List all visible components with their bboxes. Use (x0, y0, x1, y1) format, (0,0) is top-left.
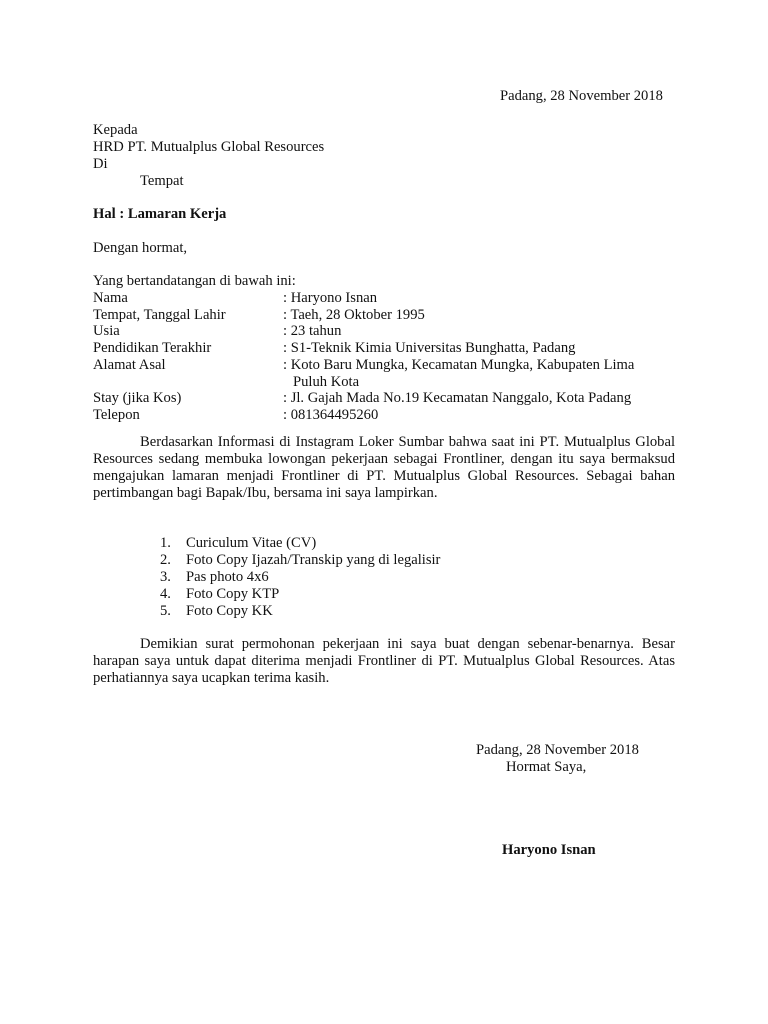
field-value: : Koto Baru Mungka, Kecamatan Mungka, Kabupaten Lima (283, 357, 635, 373)
greeting: Dengan hormat, (93, 240, 188, 256)
subject-line: Hal : Lamaran Kerja (93, 206, 227, 222)
field-label: Pendidikan Terakhir (93, 340, 212, 356)
field-row-alamat-asal (93, 357, 693, 374)
recipient-di: Di (93, 156, 108, 172)
field-row-nama (93, 290, 693, 307)
list-item-number: 4. (160, 586, 171, 602)
list-item-number: 2. (160, 552, 171, 568)
closing-paragraph: Demikian surat permohonan pekerjaan ini saya buat dengan sebenar-benarnya. Besar harapan saya untuk dapat diterima menjadi Frontliner di PT. Mutualplus Global Resources. Atas perhatiannya saya ucapkan terima kasih. (93, 636, 675, 686)
field-label: Stay (jika Kos) (93, 390, 182, 406)
field-value: : S1-Teknik Kimia Universitas Bunghatta, Padang (283, 340, 576, 356)
field-label: Tempat, Tanggal Lahir (93, 307, 226, 323)
field-value-continued: Puluh Kota (293, 374, 360, 390)
signature-salutation: Hormat Saya, (506, 759, 587, 775)
list-item-number: 5. (160, 603, 171, 619)
list-item-number: 3. (160, 569, 171, 585)
recipient-name: HRD PT. Mutualplus Global Resources (93, 139, 325, 155)
recipient-kepada: Kepada (93, 122, 138, 138)
field-label: Nama (93, 290, 128, 306)
field-row-usia (93, 323, 693, 340)
field-row-tempat-tanggal-lahir (93, 307, 693, 324)
signature-date: Padang, 28 November 2018 (476, 742, 639, 758)
field-row-pendidikan (93, 340, 693, 357)
header-date: Padang, 28 November 2018 (500, 88, 663, 104)
body-paragraph: Berdasarkan Informasi di Instagram Loker Sumbar bahwa saat ini PT. Mutualplus Global Resources sedang membuka lowongan pekerjaan sebagai Frontliner, dengan itu saya bermaksud mengajukan lamaran menjadi Frontliner di PT. Mutualplus Global Resources. Sebagai bahan pertimbangan bagi Bapak/Ibu, bersama ini saya lampirkan. (93, 434, 675, 501)
field-value: : 081364495260 (283, 407, 379, 423)
field-row-telepon (93, 407, 693, 424)
field-row-alamat-asal-cont (93, 374, 693, 391)
field-value: : 23 tahun (283, 323, 342, 339)
list-item-text: Foto Copy Ijazah/Transkip yang di legalisir (186, 552, 441, 568)
list-item-text: Pas photo 4x6 (186, 569, 269, 585)
intro-line: Yang bertandatangan di bawah ini: (93, 273, 296, 289)
field-label: Alamat Asal (93, 357, 166, 373)
field-value: : Haryono Isnan (283, 290, 378, 306)
list-item-text: Foto Copy KTP (186, 586, 280, 602)
field-label: Telepon (93, 407, 140, 423)
list-item-text: Curiculum Vitae (CV) (186, 535, 317, 551)
list-item-number: 1. (160, 535, 171, 551)
field-value: : Jl. Gajah Mada No.19 Kecamatan Nanggalo, Kota Padang (283, 390, 632, 406)
list-item-text: Foto Copy KK (186, 603, 273, 619)
field-value: : Taeh, 28 Oktober 1995 (283, 307, 425, 323)
recipient-tempat: Tempat (140, 173, 184, 189)
field-label: Usia (93, 323, 120, 339)
signature-name: Haryono Isnan (502, 842, 596, 858)
field-row-stay (93, 390, 693, 407)
